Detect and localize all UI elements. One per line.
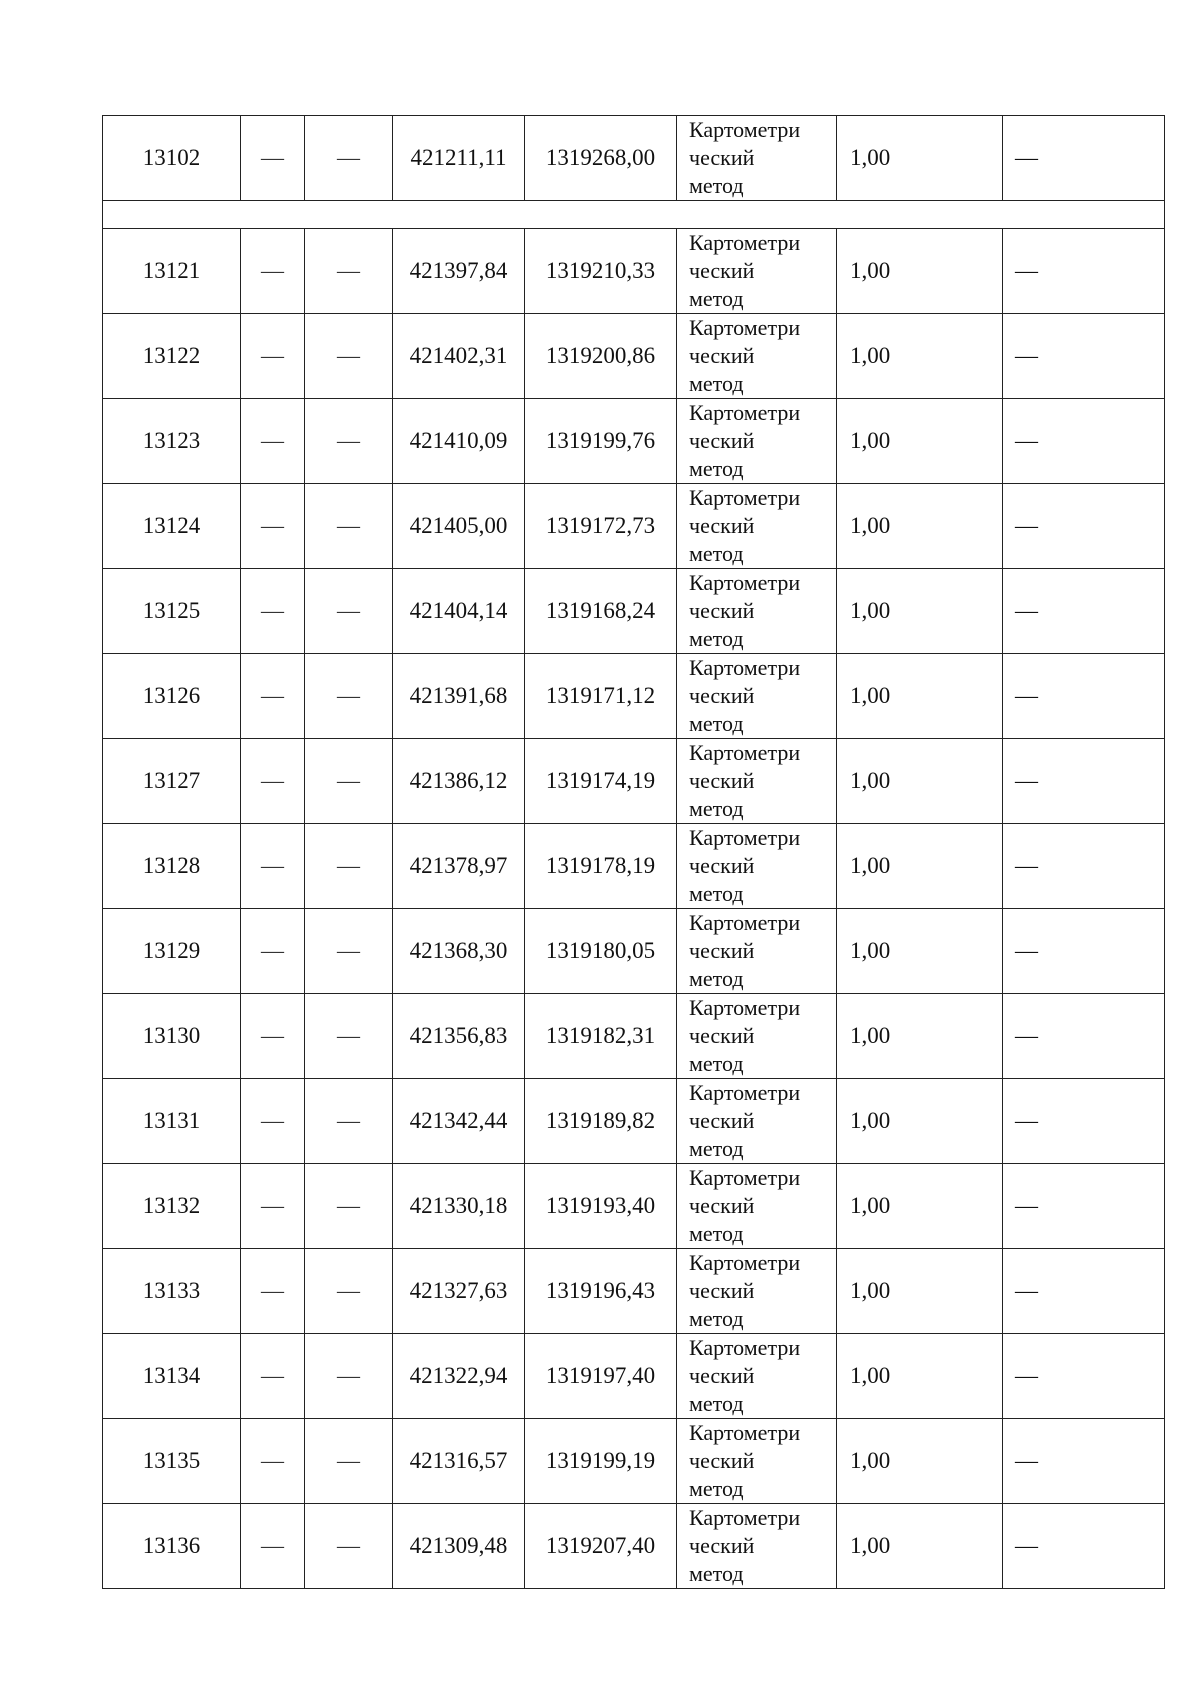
coordinate-y-cell: 1319171,12 — [525, 654, 677, 739]
empty-value-cell: — — [241, 1334, 305, 1419]
coordinate-x-cell: 421397,84 — [393, 229, 525, 314]
coordinate-y-cell: 1319199,19 — [525, 1419, 677, 1504]
empty-value-cell: — — [241, 569, 305, 654]
description-cell: — — [1003, 399, 1165, 484]
table-row — [103, 739, 1165, 824]
description-cell: — — [1003, 229, 1165, 314]
method-text-line: метод — [689, 966, 744, 991]
point-number-cell: 13123 — [103, 399, 241, 484]
description-cell: — — [1003, 116, 1165, 201]
method-text-line: ческий — [689, 343, 755, 368]
table-row — [103, 1334, 1165, 1419]
accuracy-cell: 1,00 — [837, 909, 1003, 994]
point-number-cell: 13135 — [103, 1419, 241, 1504]
method-text-line: метод — [689, 286, 744, 311]
table-row — [103, 1164, 1165, 1249]
accuracy-cell: 1,00 — [837, 739, 1003, 824]
method-cell — [677, 116, 837, 201]
coordinate-y-cell: 1319200,86 — [525, 314, 677, 399]
coordinate-x-cell: 421211,11 — [393, 116, 525, 201]
coordinate-y-cell: 1319180,05 — [525, 909, 677, 994]
method-cell — [677, 1079, 837, 1164]
method-text-line: метод — [689, 173, 744, 198]
empty-value-cell: — — [305, 116, 393, 201]
table-row — [103, 994, 1165, 1079]
coordinate-y-cell: 1319178,19 — [525, 824, 677, 909]
empty-value-cell: — — [241, 1504, 305, 1589]
coordinate-x-cell: 421378,97 — [393, 824, 525, 909]
method-text-line: ческий — [689, 1448, 755, 1473]
empty-value-cell: — — [241, 909, 305, 994]
table-body — [103, 116, 1165, 1589]
description-cell: — — [1003, 654, 1165, 739]
point-number-cell: 13134 — [103, 1334, 241, 1419]
empty-value-cell: — — [305, 484, 393, 569]
method-text-line: Картометри — [689, 1080, 801, 1105]
description-cell: — — [1003, 824, 1165, 909]
accuracy-cell: 1,00 — [837, 569, 1003, 654]
empty-value-cell: — — [305, 314, 393, 399]
coordinate-y-cell: 1319189,82 — [525, 1079, 677, 1164]
method-text-line: метод — [689, 1051, 744, 1076]
coordinate-x-cell: 421342,44 — [393, 1079, 525, 1164]
method-text-line: метод — [689, 371, 744, 396]
coordinate-y-cell: 1319196,43 — [525, 1249, 677, 1334]
empty-value-cell: — — [305, 909, 393, 994]
empty-value-cell: — — [305, 229, 393, 314]
description-cell: — — [1003, 1419, 1165, 1504]
method-text-line: метод — [689, 626, 744, 651]
method-text-line: Картометри — [689, 825, 801, 850]
description-cell: — — [1003, 484, 1165, 569]
coordinate-x-cell: 421330,18 — [393, 1164, 525, 1249]
method-text-line: ческий — [689, 1278, 755, 1303]
coordinate-y-cell: 1319168,24 — [525, 569, 677, 654]
method-text-line: Картометри — [689, 230, 801, 255]
point-number-cell: 13127 — [103, 739, 241, 824]
method-text-line: Картометри — [689, 117, 801, 142]
method-cell — [677, 1419, 837, 1504]
point-number-cell: 13130 — [103, 994, 241, 1079]
method-text-line: ческий — [689, 1023, 755, 1048]
table-row — [103, 314, 1165, 399]
method-text-line: ческий — [689, 768, 755, 793]
empty-value-cell: — — [305, 1334, 393, 1419]
accuracy-cell: 1,00 — [837, 314, 1003, 399]
coordinate-y-cell: 1319174,19 — [525, 739, 677, 824]
coordinate-x-cell: 421322,94 — [393, 1334, 525, 1419]
point-number-cell: 13129 — [103, 909, 241, 994]
description-cell: — — [1003, 1334, 1165, 1419]
accuracy-cell: 1,00 — [837, 1164, 1003, 1249]
method-text-line: ческий — [689, 513, 755, 538]
method-text-line: ческий — [689, 258, 755, 283]
coordinate-y-cell: 1319172,73 — [525, 484, 677, 569]
coordinate-y-cell: 1319199,76 — [525, 399, 677, 484]
point-number-cell: 13122 — [103, 314, 241, 399]
method-text-line: Картометри — [689, 315, 801, 340]
coordinate-y-cell: 1319210,33 — [525, 229, 677, 314]
method-text-line: метод — [689, 1476, 744, 1501]
empty-value-cell: — — [241, 484, 305, 569]
empty-value-cell: — — [241, 116, 305, 201]
empty-value-cell: — — [305, 399, 393, 484]
method-text-line: метод — [689, 1221, 744, 1246]
method-cell — [677, 739, 837, 824]
method-cell — [677, 994, 837, 1079]
table-row — [103, 654, 1165, 739]
description-cell: — — [1003, 1504, 1165, 1589]
separator-cell — [103, 201, 1165, 229]
method-text-line: метод — [689, 1561, 744, 1586]
method-text-line: метод — [689, 1306, 744, 1331]
coordinate-x-cell: 421327,63 — [393, 1249, 525, 1334]
table-row — [103, 824, 1165, 909]
method-text-line: Картометри — [689, 485, 801, 510]
method-text-line: Картометри — [689, 995, 801, 1020]
accuracy-cell: 1,00 — [837, 229, 1003, 314]
method-text-line: ческий — [689, 598, 755, 623]
method-text-line: Картометри — [689, 910, 801, 935]
coordinate-y-cell: 1319197,40 — [525, 1334, 677, 1419]
coordinate-x-cell: 421402,31 — [393, 314, 525, 399]
method-text-line: метод — [689, 711, 744, 736]
table-row — [103, 116, 1165, 201]
point-number-cell: 13125 — [103, 569, 241, 654]
coordinate-y-cell: 1319207,40 — [525, 1504, 677, 1589]
method-text-line: ческий — [689, 145, 755, 170]
coordinate-x-cell: 421356,83 — [393, 994, 525, 1079]
method-cell — [677, 399, 837, 484]
separator-row — [103, 201, 1165, 229]
method-text-line: Картометри — [689, 570, 801, 595]
method-text-line: ческий — [689, 938, 755, 963]
table-row — [103, 229, 1165, 314]
method-text-line: Картометри — [689, 400, 801, 425]
empty-value-cell: — — [241, 654, 305, 739]
point-number-cell: 13136 — [103, 1504, 241, 1589]
method-text-line: ческий — [689, 853, 755, 878]
empty-value-cell: — — [241, 994, 305, 1079]
accuracy-cell: 1,00 — [837, 399, 1003, 484]
method-cell — [677, 1504, 837, 1589]
method-text-line: ческий — [689, 1193, 755, 1218]
method-cell — [677, 1249, 837, 1334]
coordinate-x-cell: 421309,48 — [393, 1504, 525, 1589]
coordinate-y-cell: 1319268,00 — [525, 116, 677, 201]
method-cell — [677, 229, 837, 314]
accuracy-cell: 1,00 — [837, 1334, 1003, 1419]
empty-value-cell: — — [241, 824, 305, 909]
coordinate-x-cell: 421404,14 — [393, 569, 525, 654]
method-text-line: метод — [689, 541, 744, 566]
method-text-line: метод — [689, 1136, 744, 1161]
method-text-line: метод — [689, 1391, 744, 1416]
empty-value-cell: — — [305, 1164, 393, 1249]
empty-value-cell: — — [305, 1504, 393, 1589]
coordinate-x-cell: 421405,00 — [393, 484, 525, 569]
method-cell — [677, 654, 837, 739]
empty-value-cell: — — [241, 229, 305, 314]
table-row — [103, 1079, 1165, 1164]
method-text-line: Картометри — [689, 1420, 801, 1445]
description-cell: — — [1003, 994, 1165, 1079]
method-text-line: ческий — [689, 1363, 755, 1388]
point-number-cell: 13133 — [103, 1249, 241, 1334]
description-cell: — — [1003, 909, 1165, 994]
empty-value-cell: — — [241, 1419, 305, 1504]
accuracy-cell: 1,00 — [837, 1249, 1003, 1334]
empty-value-cell: — — [241, 1079, 305, 1164]
table-row — [103, 399, 1165, 484]
description-cell: — — [1003, 569, 1165, 654]
description-cell: — — [1003, 739, 1165, 824]
accuracy-cell: 1,00 — [837, 1079, 1003, 1164]
empty-value-cell: — — [305, 654, 393, 739]
empty-value-cell: — — [305, 1249, 393, 1334]
empty-value-cell: — — [241, 1164, 305, 1249]
method-text-line: ческий — [689, 1108, 755, 1133]
point-number-cell: 13126 — [103, 654, 241, 739]
method-cell — [677, 909, 837, 994]
method-text-line: ческий — [689, 1533, 755, 1558]
empty-value-cell: — — [241, 314, 305, 399]
accuracy-cell: 1,00 — [837, 824, 1003, 909]
accuracy-cell: 1,00 — [837, 484, 1003, 569]
empty-value-cell: — — [305, 1079, 393, 1164]
empty-value-cell: — — [305, 1419, 393, 1504]
accuracy-cell: 1,00 — [837, 994, 1003, 1079]
accuracy-cell: 1,00 — [837, 1504, 1003, 1589]
coordinate-x-cell: 421386,12 — [393, 739, 525, 824]
empty-value-cell: — — [241, 1249, 305, 1334]
coordinate-x-cell: 421410,09 — [393, 399, 525, 484]
method-text-line: метод — [689, 881, 744, 906]
table-row — [103, 909, 1165, 994]
method-text-line: метод — [689, 796, 744, 821]
method-text-line: Картометри — [689, 1165, 801, 1190]
point-number-cell: 13102 — [103, 116, 241, 201]
point-number-cell: 13128 — [103, 824, 241, 909]
method-cell — [677, 1164, 837, 1249]
coordinate-y-cell: 1319193,40 — [525, 1164, 677, 1249]
method-text-line: Картометри — [689, 1250, 801, 1275]
method-text-line: Картометри — [689, 1505, 801, 1530]
empty-value-cell: — — [241, 399, 305, 484]
method-cell — [677, 484, 837, 569]
description-cell: — — [1003, 314, 1165, 399]
coordinate-x-cell: 421391,68 — [393, 654, 525, 739]
description-cell: — — [1003, 1249, 1165, 1334]
method-text-line: ческий — [689, 428, 755, 453]
table-row — [103, 484, 1165, 569]
method-text-line: ческий — [689, 683, 755, 708]
coordinate-x-cell: 421316,57 — [393, 1419, 525, 1504]
description-cell: — — [1003, 1164, 1165, 1249]
empty-value-cell: — — [305, 569, 393, 654]
description-cell: — — [1003, 1079, 1165, 1164]
table-row — [103, 1249, 1165, 1334]
method-cell — [677, 1334, 837, 1419]
method-text-line: Картометри — [689, 740, 801, 765]
accuracy-cell: 1,00 — [837, 116, 1003, 201]
method-cell — [677, 569, 837, 654]
accuracy-cell: 1,00 — [837, 1419, 1003, 1504]
point-number-cell: 13121 — [103, 229, 241, 314]
point-number-cell: 13131 — [103, 1079, 241, 1164]
table-row — [103, 1504, 1165, 1589]
method-text-line: Картометри — [689, 655, 801, 680]
empty-value-cell: — — [241, 739, 305, 824]
accuracy-cell: 1,00 — [837, 654, 1003, 739]
table-row — [103, 569, 1165, 654]
point-number-cell: 13124 — [103, 484, 241, 569]
empty-value-cell: — — [305, 824, 393, 909]
empty-value-cell: — — [305, 739, 393, 824]
coordinate-y-cell: 1319182,31 — [525, 994, 677, 1079]
coordinates-table — [102, 115, 1165, 1589]
coordinate-x-cell: 421368,30 — [393, 909, 525, 994]
point-number-cell: 13132 — [103, 1164, 241, 1249]
method-cell — [677, 314, 837, 399]
method-text-line: метод — [689, 456, 744, 481]
method-cell — [677, 824, 837, 909]
empty-value-cell: — — [305, 994, 393, 1079]
table-row — [103, 1419, 1165, 1504]
method-text-line: Картометри — [689, 1335, 801, 1360]
